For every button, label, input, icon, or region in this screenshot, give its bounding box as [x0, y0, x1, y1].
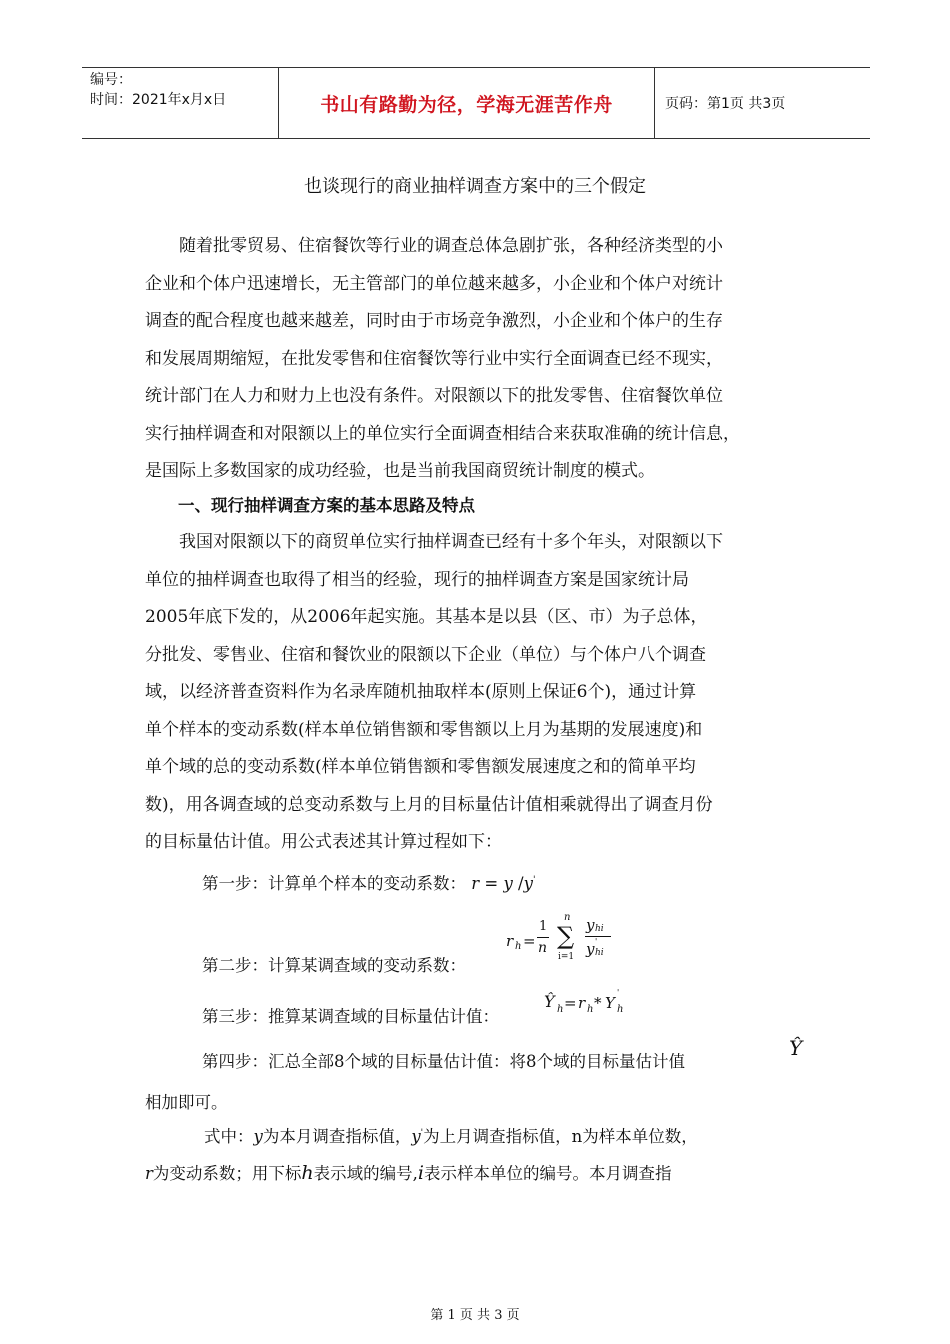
paragraph-2	[145, 524, 821, 862]
symbol-y-prime: y	[411, 1127, 421, 1146]
page-footer: 第 1 页 共 3 页	[430, 1308, 520, 1323]
paragraph-1-text	[145, 228, 821, 491]
paragraph-line: 实行抽样调查和对限额以上的单位实行全面调查相结合来获取准确的统计信息，	[145, 423, 740, 444]
step-3-label: 第三步：推算某调查域的目标量估计值：	[202, 1007, 499, 1026]
step-1	[202, 870, 535, 894]
formula-target-estimate: Ŷ h = r h * Y ' h	[544, 988, 624, 1015]
paragraph-line: 分批发、零售业、住宿和餐饮业的限额以下企业（单位）与个体户八个调查	[145, 644, 706, 665]
symbol-r: r	[145, 1164, 153, 1183]
step-2-label: 第二步：计算某调查域的变动系数：	[202, 956, 466, 975]
paragraph-line: 数)，用各调查域的总变动系数与上月的目标量估计值相乘就得出了调查月份	[145, 794, 713, 815]
document-title: 也谈现行的商业抽样调查方案中的三个假定	[304, 176, 646, 197]
paragraph-line: 调查的配合程度也越来越差，同时由于市场竞争激烈，小企业和个体户的生存	[145, 311, 723, 331]
symbol-y: y	[253, 1127, 263, 1146]
step-3	[202, 1003, 499, 1027]
step-4	[202, 1048, 685, 1072]
step-1-label: 第一步：计算单个样本的变动系数：	[202, 874, 466, 893]
step-4-label: 第四步：汇总全部8个域的目标量估计值：将8个域的目标量估计值	[202, 1052, 685, 1071]
paragraph-line: 是国际上多数国家的成功经验，也是当前我国商贸统计制度的模式。	[145, 461, 655, 481]
step-2	[202, 952, 466, 976]
header-page-label: 页码：第1页 共3页	[665, 96, 786, 112]
paragraph-1	[145, 228, 821, 491]
symbol-h: h	[301, 1162, 314, 1184]
paragraph-line: 企业和个体户迅速增长，无主管部门的单位越来越多，小企业和个体户对统计	[145, 273, 723, 294]
paragraph-line: 和发展周期缩短，在批发零售和住宿餐饮等行业中实行全面调查已经不现实，	[145, 348, 723, 369]
paragraph-line: 单个域的总的变动系数(样本单位销售额和零售额发展速度之和的简单平均	[145, 757, 696, 777]
paragraph-line: 域，以经济普查资料作为名录库随机抽取样本(原则上保证6个)，通过计算	[145, 682, 697, 702]
paragraph-line: 单个样本的变动系数(样本单位销售额和零售额以上月为基期的发展速度)和	[145, 719, 703, 740]
paragraph-2-text	[145, 524, 821, 862]
formula-domain-coefficient: r h = 1 n n ∑ i=1 y hi y ' hi	[506, 916, 616, 972]
paragraph-line: 随着批零贸易、住宿餐饮等行业的调查总体急剧扩张，各种经济类型的小	[179, 236, 723, 256]
formula-total-estimate: Ŷ	[789, 1036, 803, 1060]
time-label: 时间：2021年x月x日	[90, 92, 227, 108]
paragraph-line: 统计部门在人力和财力上也没有条件。对限额以下的批发零售、住宿餐饮单位	[145, 386, 723, 406]
number-label: 编号：	[90, 72, 132, 88]
section-1-heading: 一、现行抽样调查方案的基本思路及特点	[178, 496, 475, 515]
paragraph-line: 单位的抽样调查也取得了相当的经验，现行的抽样调查方案是国家统计局	[145, 569, 689, 590]
step-4-continued: 相加即可。	[145, 1093, 228, 1112]
header-motto: 书山有路勤为径，学海无涯苦作舟	[279, 68, 655, 138]
formula-notes-line-2: r为变动系数；用下标h表示域的编号,i表示样本单位的编号。本月调查指	[145, 1162, 672, 1184]
formula-notes-line-1: 式中：y为本月调查指标值，y'为上月调查指标值，n为样本单位数，	[204, 1127, 698, 1146]
paragraph-line: 我国对限额以下的商贸单位实行抽样调查已经有十多个年头，对限额以下	[179, 532, 723, 552]
paragraph-line: 2005年底下发的，从2006年起实施。其基本是以县（区、市）为子总体，	[145, 607, 708, 627]
formula-variation-coefficient: r = y /y'	[471, 874, 536, 893]
document-header	[82, 67, 870, 139]
paragraph-line: 的目标量估计值。用公式表述其计算过程如下：	[145, 832, 502, 852]
symbol-i: i	[417, 1162, 424, 1184]
header-meta	[82, 68, 279, 138]
